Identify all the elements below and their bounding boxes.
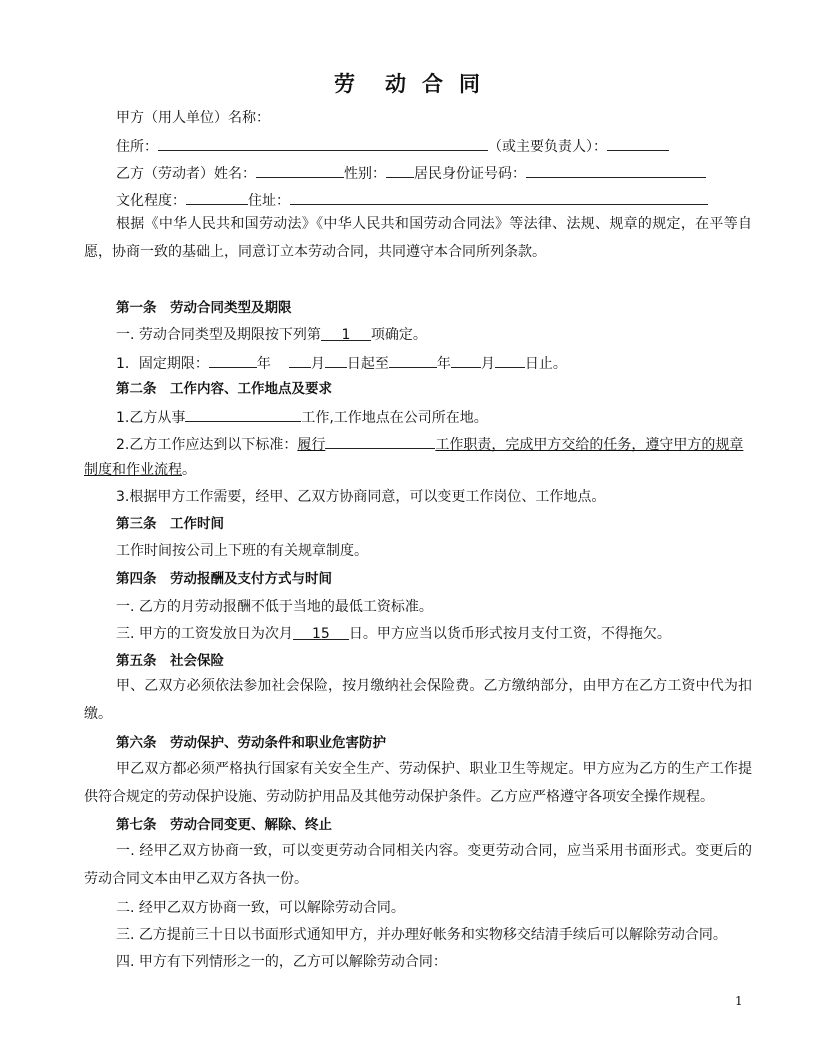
start-day-blank[interactable] [325, 352, 347, 368]
title-char: 劳 [334, 71, 357, 96]
party-a-line [116, 108, 784, 128]
text: 一. 劳动合同类型及期限按下列第 [116, 327, 321, 343]
title-char: 合 [422, 71, 445, 96]
article-4-line-2 [116, 624, 784, 644]
article-2-line-2 [116, 433, 784, 455]
article-2-line-1 [116, 406, 784, 428]
id-label: 居民身份证号码： [414, 166, 526, 182]
address-label: 住所： [116, 139, 158, 155]
article-5-body: 甲、乙双方必须依法参加社会保险，按月缴纳社会保险费。乙方缴纳部分，由甲方在乙方工资中代为扣缴。 [84, 678, 752, 722]
party-b-line [116, 162, 784, 184]
education-blank[interactable] [186, 189, 248, 205]
address-blank[interactable] [158, 135, 488, 151]
start-year-blank[interactable] [209, 352, 257, 368]
intro-paragraph: 根据《中华人民共和国劳动法》《中华人民共和国劳动合同法》等法律、法规、规章的规定，在平等自愿，协商一致的基础上，同意订立本劳动合同，共同遵守本合同所列条款。 [84, 216, 752, 260]
contract-type-value[interactable]: 1 [321, 325, 371, 341]
article-7-heading: 第七条 劳动合同变更、解除、终止 [116, 817, 332, 833]
text: 1．固定期限： [116, 356, 209, 372]
article-3-heading: 第三条 工作时间 [116, 516, 224, 532]
text: 项确定。 [370, 327, 427, 343]
article-7-line-2: 二. 经甲乙双方协商一致，可以解除劳动合同。 [116, 900, 405, 916]
end-month-blank[interactable] [451, 352, 481, 368]
residence-label: 住址： [248, 193, 290, 209]
page-number: 1 [735, 994, 743, 1008]
end-year-blank[interactable] [389, 352, 437, 368]
title-char: 动 [385, 71, 408, 96]
article-1-heading: 第一条 劳动合同类型及期限 [116, 300, 292, 316]
education-line [116, 189, 784, 211]
article-6-heading: 第六条 劳动保护、劳动条件和职业危害防护 [116, 735, 386, 751]
article-4-line-1: 一. 乙方的月劳动报酬不低于当地的最低工资标准。 [116, 599, 433, 615]
text: 日。甲方应当以货币形式按月支付工资，不得拖欠。 [348, 626, 671, 642]
party-b-label: 乙方（劳动者）姓名： [116, 166, 256, 182]
document-title [0, 68, 816, 98]
underlined-text: 工作职责，完成甲方交给的任务，遵守甲方的规章 [435, 437, 744, 453]
start-month-blank[interactable] [289, 352, 311, 368]
article-3-body: 工作时间按公司上下班的有关规章制度。 [116, 543, 368, 559]
article-2-line-3: 3.根据甲方工作需要，经甲、乙双方协商同意，可以变更工作岗位、工作地点。 [116, 489, 606, 505]
text: 三. 甲方的工资发放日为次月 [116, 626, 293, 642]
text: 年 [256, 356, 271, 372]
article-2-line-2-cont [84, 460, 752, 480]
job-title-blank[interactable] [185, 406, 301, 422]
underlined-text: 履行 [297, 437, 326, 453]
article-6-body: 甲乙双方都必须严格执行国家有关安全生产、劳动保护、职业卫生等规定。甲方应为乙方的生产工作提供符合规定的劳动保护设施、劳动防护用品及其他劳动保护条件。乙方应严格遵守各项安全操作规程。 [84, 761, 752, 805]
text: 。 [182, 462, 196, 478]
article-7-line-4: 四. 甲方有下列情形之一的，乙方可以解除劳动合同： [116, 954, 447, 970]
text: 2.乙方工作应达到以下标准： [116, 437, 298, 453]
article-4-heading: 第四条 劳动报酬及支付方式与时间 [116, 571, 332, 587]
education-label: 文化程度： [116, 193, 186, 209]
principal-label: （或主要负责人）： [488, 139, 607, 155]
gender-blank[interactable] [386, 162, 414, 178]
text: 月 [310, 356, 325, 372]
party-a-label: 甲方（用人单位）名称： [116, 110, 270, 126]
article-1-line-2 [116, 352, 784, 374]
article-7-para-1: 一. 经甲乙双方协商一致，可以变更劳动合同相关内容。变更劳动合同，应当采用书面形式。变更后的劳动合同文本由甲乙双方各执一份。 [84, 843, 752, 887]
article-2-heading: 第二条 工作内容、工作地点及要求 [116, 381, 332, 397]
text: 年 [436, 356, 451, 372]
article-1-line-1 [116, 325, 784, 345]
residence-blank[interactable] [290, 189, 708, 205]
underlined-text: 制度和作业流程 [84, 462, 182, 478]
article-5-heading: 第五条 社会保险 [116, 653, 224, 669]
text: 日起至 [346, 356, 389, 372]
address-line [116, 135, 784, 157]
id-number-blank[interactable] [526, 162, 706, 178]
name-blank[interactable] [256, 162, 344, 178]
text: 日止。 [524, 356, 567, 372]
title-char: 同 [459, 71, 482, 96]
pay-day-value[interactable]: 15 [293, 624, 349, 640]
duty-blank[interactable] [325, 433, 435, 449]
gender-label: 性别： [344, 166, 386, 182]
text: 月 [480, 356, 495, 372]
end-day-blank[interactable] [495, 352, 525, 368]
text: 工作,工作地点在公司所在地。 [301, 410, 488, 426]
principal-blank[interactable] [607, 135, 669, 151]
article-7-line-3: 三. 乙方提前三十日以书面形式通知甲方，并办理好帐务和实物移交结清手续后可以解除劳动合同。 [116, 927, 727, 943]
text: 1.乙方从事 [116, 410, 186, 426]
